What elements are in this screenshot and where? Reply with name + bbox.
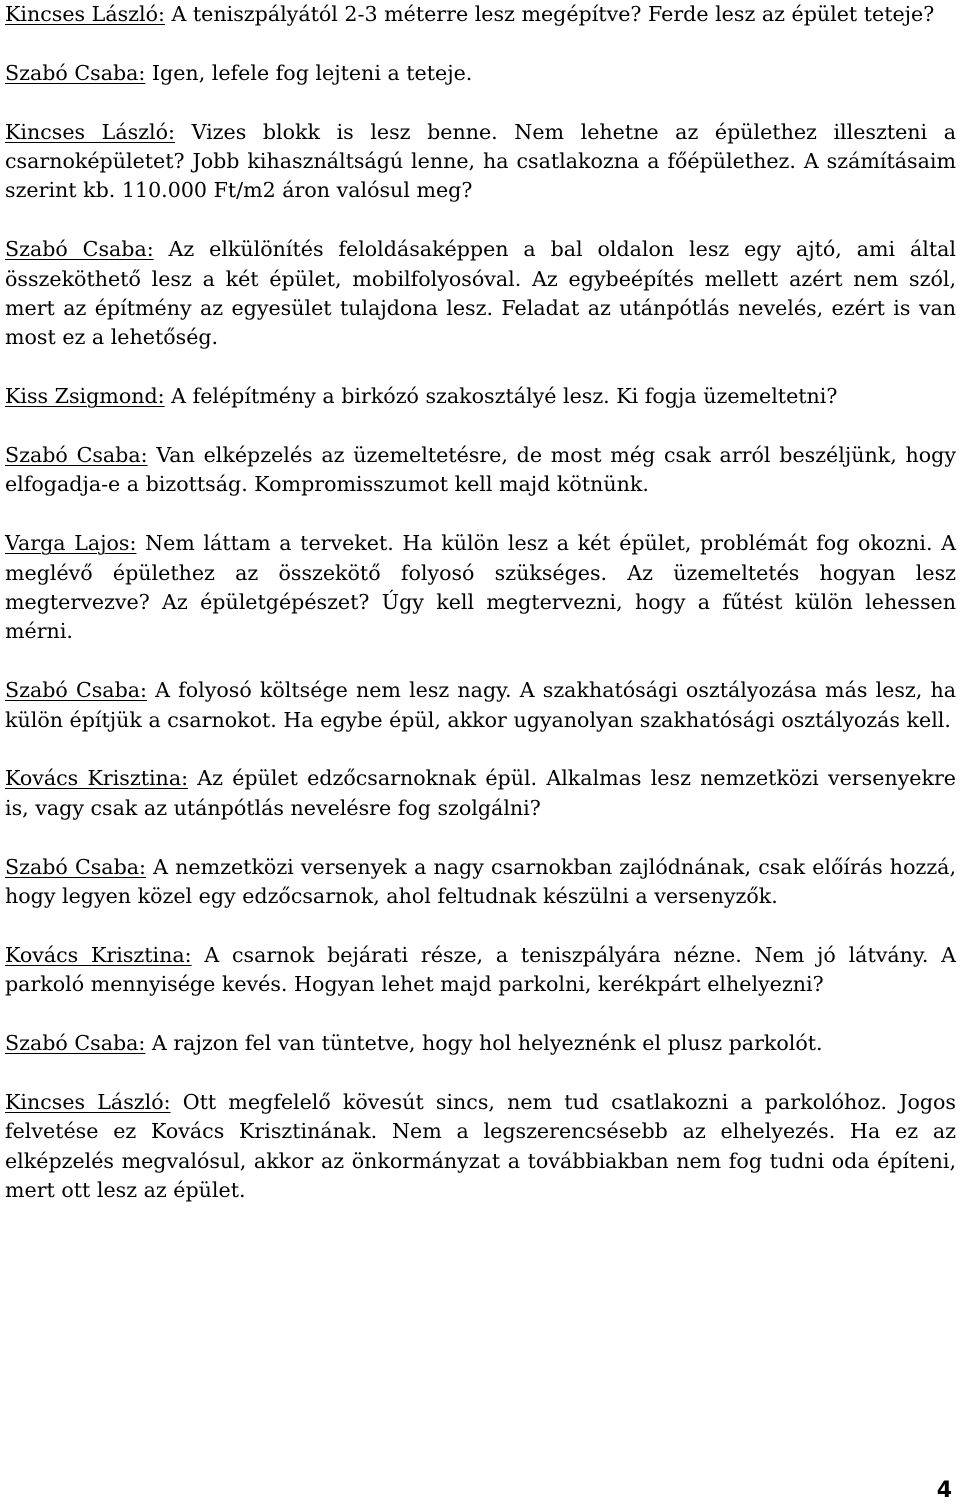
paragraph-text: A csarnok bejárati része, a teniszpályára nézne. Nem jó látvány. A parkoló mennyisége kevés. Hogyan lehet majd parkolni, kerékpárt elhelyezni? [5, 942, 956, 997]
speaker-name: Szabó Csaba: [5, 1031, 146, 1056]
paragraph-text: Ott megfelelő kövesút sincs, nem tud csatlakozni a parkolóhoz. Jogos felvetése ez Kovács Krisztinának. Nem a legszerencsésebb az elhelyezés. Ha ez az elképzelés megvalósul, akkor az önkormányzat a továbbiakban nem fog tudni oda építeni, mert ott lesz az épület. [5, 1089, 956, 1203]
speaker-name: Kincses László: [5, 1089, 171, 1114]
paragraph-12 [5, 1029, 956, 1058]
page-number: 4 [936, 1478, 952, 1503]
speaker-name: Kincses László: [5, 119, 175, 144]
paragraph-3 [5, 118, 956, 206]
paragraph-text: A teniszpályától 2-3 méterre lesz megépítve? Ferde lesz az épület teteje? [164, 2, 935, 26]
paragraph-9 [5, 764, 956, 823]
paragraph-text: A felépítmény a birkózó szakosztályé lesz. Ki fogja üzemeltetni? [164, 384, 838, 409]
document-page [5, 0, 956, 1235]
paragraph-13 [5, 1088, 956, 1206]
speaker-name: Kovács Krisztina: [5, 766, 189, 791]
paragraph-6 [5, 441, 956, 500]
paragraph-text: A rajzon fel van tüntetve, hogy hol helyeznénk el plusz parkolót. [145, 1031, 823, 1056]
paragraph-10 [5, 853, 956, 912]
speaker-name: Kovács Krisztina: [5, 942, 192, 967]
paragraph-11 [5, 941, 956, 1000]
speaker-name: Szabó Csaba: [5, 60, 146, 85]
speaker-name: Kincses László: [5, 2, 165, 26]
paragraph-4 [5, 235, 956, 353]
paragraph-text: Az elkülönítés feloldásaképpen a bal oldalon lesz egy ajtó, ami által összeköthető lesz a két épület, mobilfolyosóval. Az egybeépítés mellett azért nem szól, mert az építmény az egyesület tulajdona lesz. Feladat az utánpótlás nevelés, ezért is van most ez a lehetőség. [5, 237, 956, 350]
paragraph-2 [5, 59, 956, 88]
paragraph-5 [5, 382, 956, 411]
speaker-name: Szabó Csaba: [5, 678, 147, 703]
paragraph-text: A folyosó költsége nem lesz nagy. A szakhatósági osztályozása más lesz, ha külön építjük a csarnokot. Ha egybe épül, akkor ugyanolyan szakhatósági osztályozás kell. [5, 678, 956, 732]
speaker-name: Varga Lajos: [5, 531, 137, 556]
paragraph-8 [5, 676, 956, 735]
speaker-name: Szabó Csaba: [5, 854, 146, 879]
paragraph-text: Nem láttam a terveket. Ha külön lesz a két épület, problémát fog okozni. A meglévő épülethez az összekötő folyosó szükséges. Az üzemeltetés hogyan lesz megtervezve? Az épületgépészet? Úgy kell megtervezni, hogy a fűtést külön lehessen mérni. [5, 531, 956, 644]
paragraph-text: Igen, lefele fog lejteni a teteje. [145, 60, 473, 85]
paragraph-text: Vizes blokk is lesz benne. Nem lehetne az épülethez illeszteni a csarnoképületet? Jobb kihasználtságú lenne, ha csatlakozna a főépülethez. A számításaim szerint kb. 110.000 Ft/m2 áron valósul meg? [5, 119, 956, 203]
paragraph-7 [5, 529, 956, 647]
speaker-name: Szabó Csaba: [5, 237, 154, 262]
paragraph-text: Az épület edzőcsarnoknak épül. Alkalmas lesz nemzetközi versenyekre is, vagy csak az utánpótlás nevelésre fog szolgálni? [5, 766, 956, 820]
paragraph-1 [5, 0, 956, 29]
paragraph-text: Van elképzelés az üzemeltetésre, de most még csak arról beszéljünk, hogy elfogadja-e a bizottság. Kompromisszumot kell majd kötnünk. [5, 443, 956, 497]
speaker-name: Szabó Csaba: [5, 443, 148, 468]
paragraph-text: A nemzetközi versenyek a nagy csarnokban zajlódnának, csak előírás hozzá, hogy legyen közel egy edzőcsarnok, ahol feltudnak készülni a versenyzők. [5, 854, 956, 909]
speaker-name: Kiss Zsigmond: [5, 384, 165, 409]
